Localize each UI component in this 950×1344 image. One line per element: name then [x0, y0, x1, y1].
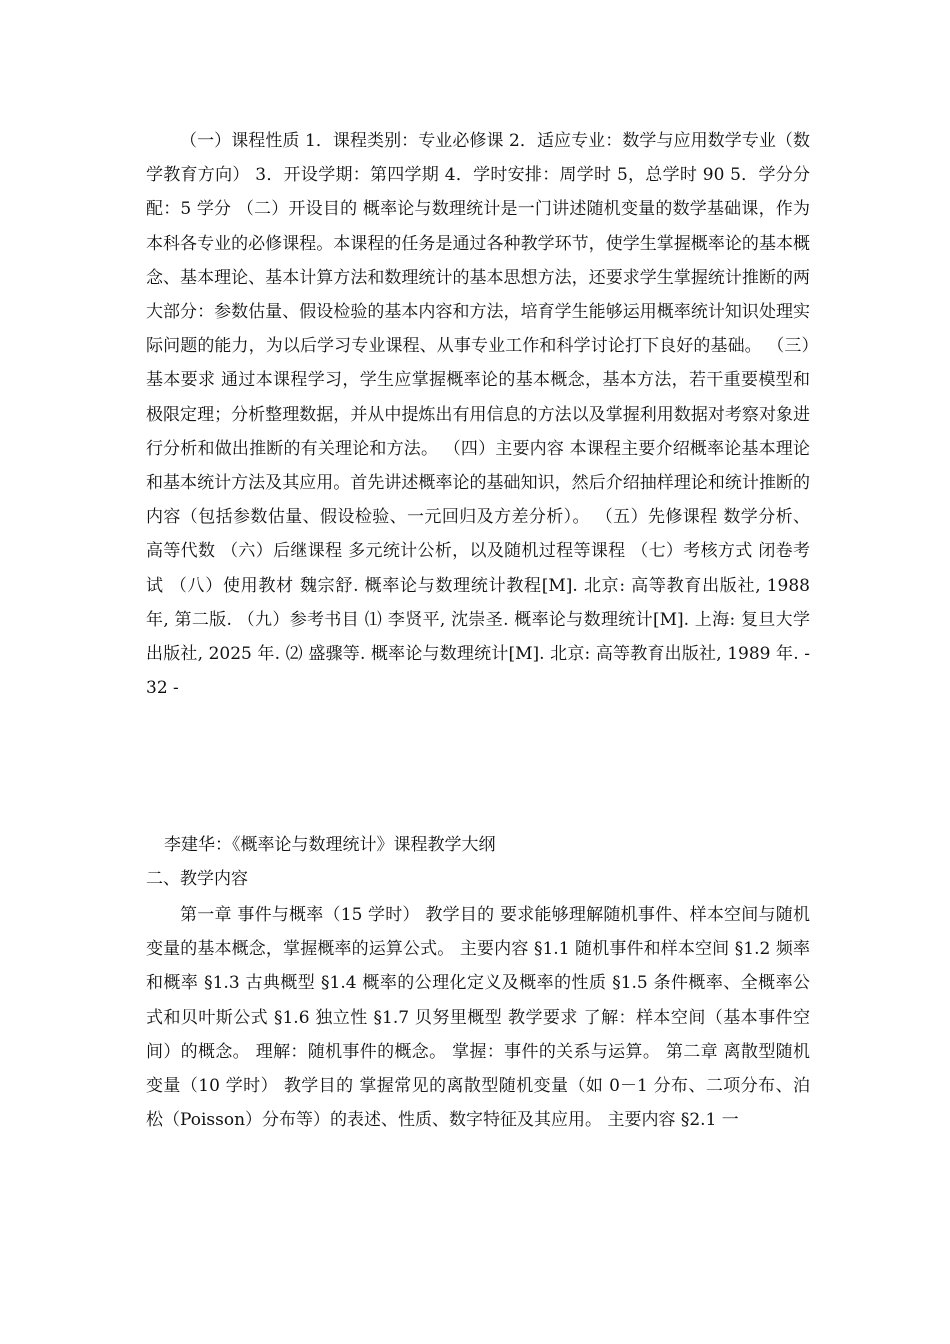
running-header: 李建华：《概率论与数理统计》课程教学大纲	[164, 835, 496, 855]
course-info-paragraph: （一）课程性质 1．课程类别：专业必修课 2．适应专业：数学与应用数学专业（数学教育方向） 3．开设学期：第四学期 4．学时安排：周学时 5，总学时 90 5．学分分配：5 学分 （二）开设目的 概率论与数理统计是一门讲述随机变量的数学基础课，作为本科各专业的必修课程。本课程的任务是通过各种教学环节，使学生掌握概率论的基本概念、基本理论、基本计算方法和数理统计的基本思想方法，还要求学生掌握统计推断的两大部分：参数估量、假设检验的基本内容和方法，培育学生能够运用概率统计知识处理实际问题的能力，为以后学习专业课程、从事专业工作和科学讨论打下良好的基础。 （三）基本要求 通过本课程学习，学生应掌握概率论的基本概念，基本方法，若干重要模型和极限定理；分析整理数据，并从中提炼出有用信息的方法以及掌握利用数据对考察对象进行分析和做出推断的有关理论和方法。 （四）主要内容 本课程主要介绍概率论基本理论和基本统计方法及其应用。首先讲述概率论的基础知识，然后介绍抽样理论和统计推断的内容（包括参数估量、假设检验、一元回归及方差分析）。 （五）先修课程 数学分析、高等代数 （六）后继课程 多元统计公析，以及随机过程等课程 （七）考核方式 闭卷考试 （八）使用教材 魏宗舒. 概率论与数理统计教程[M]. 北京: 高等教育出版社, 1988 年, 第二版. （九）参考书目 ⑴ 李贤平, 沈崇圣. 概率论与数理统计[M]. 上海: 复旦大学出版社, 2025 年. ⑵ 盛骤等. 概率论与数理统计[M]. 北京: 高等教育出版社, 1989 年. - 32 -	[146, 131, 810, 699]
section-heading: 二、教学内容	[146, 869, 248, 889]
chapter-paragraph: 第一章 事件与概率（15 学时） 教学目的 要求能够理解随机事件、样本空间与随机变量的基本概念，掌握概率的运算公式。 主要内容 §1.1 随机事件和样本空间 §1.2 频率和概率 §1.3 古典概型 §1.4 概率的公理化定义及概率的性质 §1.5 条件概率、全概率公式和贝叶斯公式 §1.6 独立性 §1.7 贝努里概型 教学要求 了解：样本空间（基本事件空间）的概念。 理解：随机事件的概念。 掌握：事件的关系与运算。 第二章 离散型随机变量（10 学时） 教学目的 掌握常见的离散型随机变量（如 0－1 分布、二项分布、泊松（Poisson）分布等）的表述、性质、数字特征及其应用。 主要内容 §2.1 一	[146, 905, 810, 1131]
